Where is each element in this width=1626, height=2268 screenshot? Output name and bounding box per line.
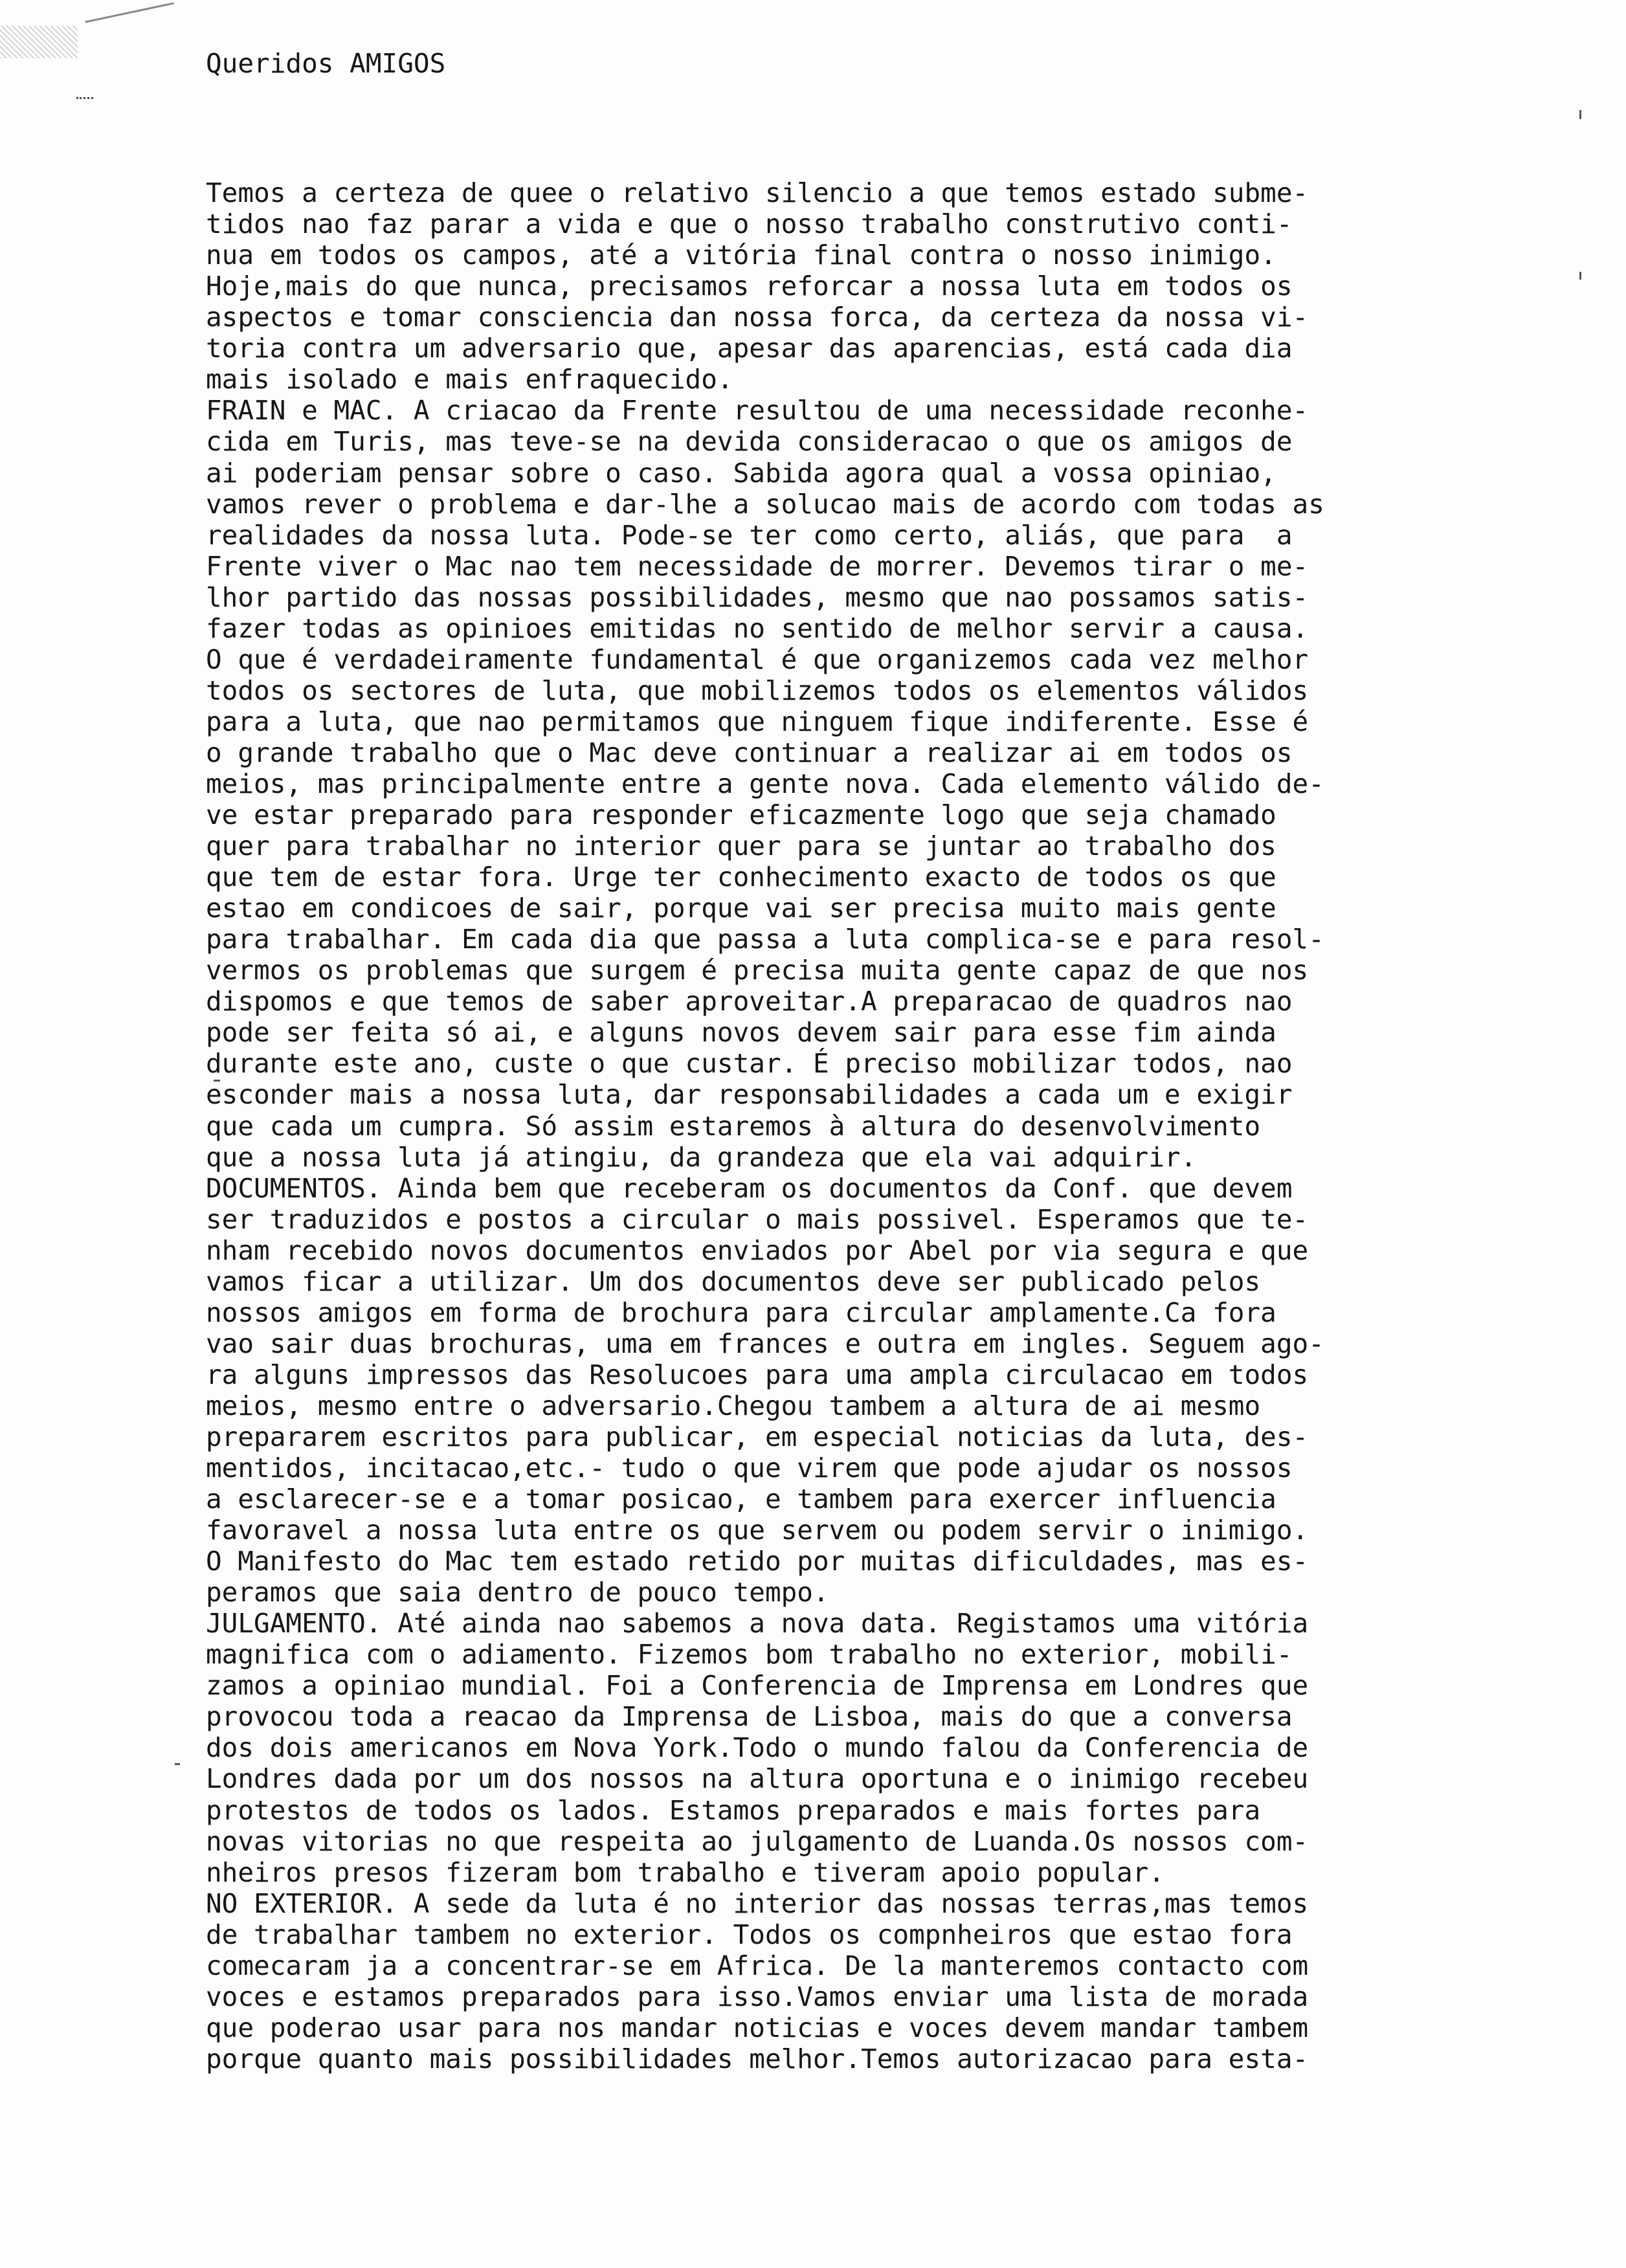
letter-line: ra alguns impressos das Resolucoes para uma ampla circulacao em todos (206, 1359, 1309, 1390)
scan-pen-stroke (85, 2, 174, 23)
letter-line: magnifica com o adiamento. Fizemos bom trabalho no exterior, mobili- (206, 1639, 1293, 1671)
letter-line: mais isolado e mais enfraquecido. (206, 364, 733, 395)
letter-line: vamos rever o problema e dar-lhe a solucao mais de acordo com todas as (206, 488, 1324, 520)
letter-line: meios, mesmo entre o adversario.Chegou tambem a altura de ai mesmo (206, 1390, 1261, 1421)
letter-line: cida em Turis, mas teve-se na devida consideracao o que os amigos de (206, 426, 1293, 458)
letter-line: ai poderiam pensar sobre o caso. Sabida agora qual a vossa opiniao, (206, 457, 1276, 489)
letter-line: lhor partido das nossas possibilidades, mesmo que nao possamos satis- (206, 581, 1309, 613)
letter-line: que cada um cumpra. Só assim estaremos à altura do desenvolvimento (206, 1110, 1261, 1142)
letter-line: realidades da nossa luta. Pode-se ter como certo, aliás, que para a (206, 519, 1293, 551)
letter-line: que poderao usar para nos mandar noticias e voces devem mandar tambem (206, 2012, 1309, 2043)
letter-line: comecaram ja a concentrar-se em Africa. De la manteremos contacto com (206, 1950, 1309, 1981)
letter-line: toria contra um adversario que, apesar das aparencias, está cada dia (206, 333, 1293, 364)
letter-line: dispomos e que temos de saber aproveitar.A preparacao de quadros nao (206, 986, 1293, 1017)
letter-line: peramos que saia dentro de pouco tempo. (206, 1577, 829, 1608)
letter-line: ve estar preparado para responder eficazmente logo que seja chamado (206, 799, 1276, 831)
letter-line: para a luta, que nao permitamos que ninguem fique indiferente. Esse é (206, 706, 1309, 737)
letter-line: de trabalhar tambem no exterior. Todos os compnheiros que estao fora (206, 1918, 1293, 1950)
letter-line: tidos nao faz parar a vida e que o nosso trabalho construtivo conti- (206, 208, 1293, 240)
letter-line: dos dois americanos em Nova York.Todo o mundo falou da Conferencia de (206, 1732, 1309, 1764)
letter-line: voces e estamos preparados para isso.Vamos enviar uma lista de morada (206, 1981, 1309, 2012)
letter-body (206, 115, 1585, 2074)
letter-line: DOCUMENTOS. Ainda bem que receberam os documentos da Conf. que devem (206, 1172, 1293, 1204)
scan-corner-smudge (0, 26, 78, 58)
letter-line: Hoje,mais do que nunca, precisamos reforcar a nossa luta em todos os (206, 271, 1293, 302)
letter-line: O Manifesto do Mac tem estado retido por muitas dificuldades, mas es- (206, 1546, 1309, 1577)
letter-line: mentidos, incitacao,etc.- tudo o que virem que pode ajudar os nossos (206, 1452, 1293, 1484)
letter-line: Londres dada por um dos nossos na altura oportuna e o inimigo recebeu (206, 1763, 1309, 1795)
letter-line: que tem de estar fora. Urge ter conhecimento exacto de todos os que (206, 862, 1276, 893)
letter-line: meios, mas principalmente entre a gente nova. Cada elemento válido de- (206, 768, 1324, 799)
letter-line: o grande trabalho que o Mac deve continuar a realizar ai em todos os (206, 737, 1293, 768)
letter-line: quer para trabalhar no interior quer para se juntar ao trabalho dos (206, 830, 1276, 862)
margin-tick-mark (175, 1763, 180, 1765)
letter-line: FRAIN e MAC. A criacao da Frente resultou de uma necessidade reconhe- (206, 395, 1309, 427)
letter-line: esconder mais a nossa luta, dar responsabilidades a cada um e exigir (206, 1079, 1293, 1111)
letter-line: Temos a certeza de quee o relativo silencio a que temos estado subme- (206, 177, 1309, 209)
letter-line: fazer todas as opinioes emitidas no sentido de melhor servir a causa. (206, 612, 1309, 644)
letter-salutation: Queridos AMIGOS (206, 48, 446, 79)
letter-line: provocou toda a reacao da Imprensa de Lisboa, mais do que a conversa (206, 1701, 1293, 1733)
letter-line: estao em condicoes de sair, porque vai ser precisa muito mais gente (206, 893, 1276, 924)
letter-line: JULGAMENTO. Até ainda nao sabemos a nova data. Registamos uma vitória (206, 1608, 1309, 1640)
letter-line: que a nossa luta já atingiu, da grandeza que ela vai adquirir. (206, 1141, 1197, 1173)
letter-line: nham recebido novos documentos enviados por Abel por via segura e que (206, 1234, 1309, 1266)
letter-line: vamos ficar a utilizar. Um dos documentos deve ser publicado pelos (206, 1265, 1261, 1297)
letter-line: NO EXTERIOR. A sede da luta é no interior das nossas terras,mas temos (206, 1887, 1309, 1919)
letter-line: prepararem escritos para publicar, em especial noticias da luta, des- (206, 1421, 1309, 1452)
letter-line: vao sair duas brochuras, uma em frances e outra em ingles. Seguem ago- (206, 1328, 1324, 1359)
letter-line: vermos os problemas que surgem é precisa muita gente capaz de que nos (206, 955, 1309, 986)
letter-line: nossos amigos em forma de brochura para circular amplamente.Ca fora (206, 1296, 1276, 1328)
letter-line: zamos a opiniao mundial. Foi a Conferencia de Imprensa em Londres que (206, 1670, 1309, 1702)
letter-line: nua em todos os campos, até a vitória final contra o nosso inimigo. (206, 239, 1276, 271)
letter-line: aspectos e tomar consciencia dan nossa forca, da certeza da nossa vi- (206, 302, 1309, 333)
margin-dots-mark (76, 97, 93, 106)
letter-line: protestos de todos os lados. Estamos preparados e mais fortes para (206, 1794, 1261, 1826)
letter-line: O que é verdadeiramente fundamental é que organizemos cada vez melhor (206, 643, 1309, 675)
letter-line: porque quanto mais possibilidades melhor.Temos autorizacao para esta- (206, 2043, 1309, 2074)
letter-line: nheiros presos fizeram bom trabalho e tiveram apoio popular. (206, 1856, 1165, 1888)
letter-line: para trabalhar. Em cada dia que passa a luta complica-se e para resol- (206, 924, 1324, 955)
letter-line: ser traduzidos e postos a circular o mais possivel. Esperamos que te- (206, 1203, 1309, 1235)
letter-line: todos os sectores de luta, que mobilizemos todos os elementos válidos (206, 674, 1309, 706)
letter-line: Frente viver o Mac nao tem necessidade de morrer. Devemos tirar o me- (206, 550, 1309, 582)
letter-line: favoravel a nossa luta entre os que servem ou podem servir o inimigo. (206, 1515, 1309, 1546)
letter-line: a esclarecer-se e a tomar posicao, e tambem para exercer influencia (206, 1484, 1276, 1515)
letter-line: durante este ano, custe o que custar. É preciso mobilizar todos, nao (206, 1048, 1293, 1080)
letter-line: novas vitorias no que respeita ao julgamento de Luanda.Os nossos com- (206, 1825, 1309, 1857)
letter-line: pode ser feita só ai, e alguns novos devem sair para esse fim ainda (206, 1017, 1276, 1049)
